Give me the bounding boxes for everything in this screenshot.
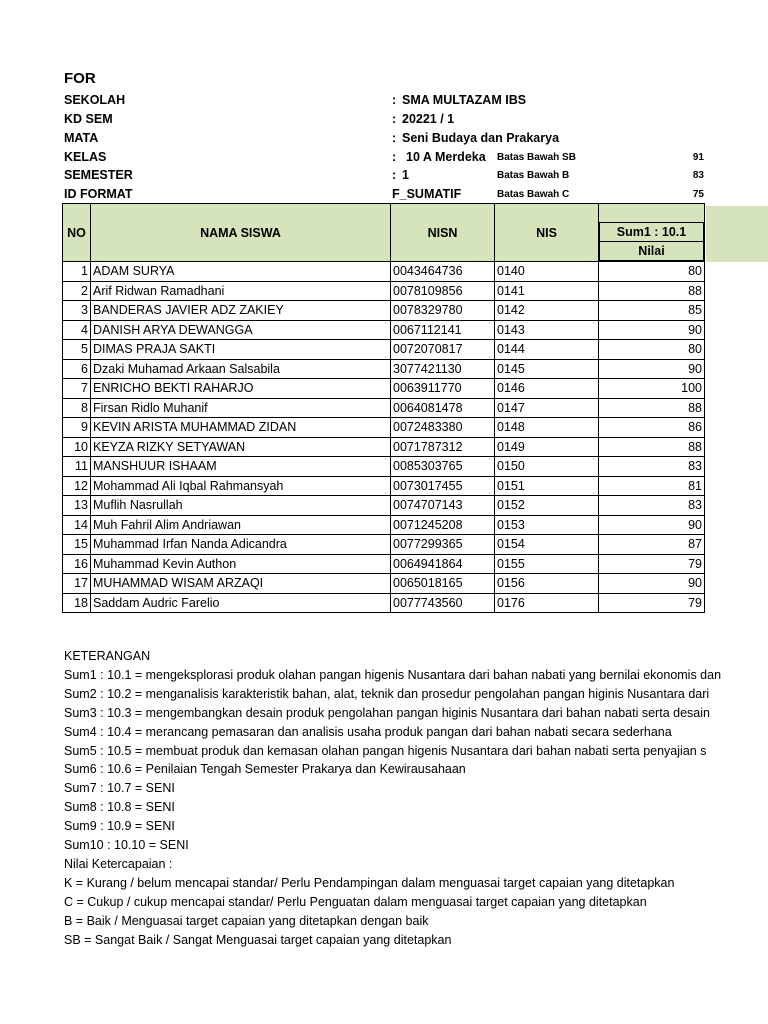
info-colon: :: [392, 112, 397, 126]
cell-nisn[interactable]: 0072483380: [391, 418, 495, 438]
cell-nilai[interactable]: 100: [599, 379, 705, 399]
cell-nilai[interactable]: 79: [599, 554, 705, 574]
table-row: [63, 496, 705, 516]
header-sum: [599, 204, 705, 262]
keterangan-line: Sum8 : 10.8 = SENI: [64, 800, 175, 815]
batas-label-c: Batas Bawah C: [497, 189, 570, 200]
cell-nisn[interactable]: 0064081478: [391, 398, 495, 418]
keterangan-line: Sum3 : 10.3 = mengembangkan desain produk pengolahan pangan higinis Nusantara dari bahan nabati serta desain: [64, 705, 710, 720]
cell-nis[interactable]: 0144: [495, 340, 599, 360]
cell-no[interactable]: 4: [63, 320, 91, 340]
cell-no[interactable]: 10: [63, 437, 91, 457]
cell-nilai[interactable]: 85: [599, 301, 705, 321]
keterangan-line: C = Cukup / cukup mencapai standar/ Perlu Penguatan dalam menguasai target capaian yang ditetapkan: [64, 894, 647, 909]
cell-nilai[interactable]: 80: [599, 340, 705, 360]
cell-nisn[interactable]: 0078329780: [391, 301, 495, 321]
cell-nisn[interactable]: 0072070817: [391, 340, 495, 360]
cell-nama[interactable]: Arif Ridwan Ramadhani: [91, 281, 391, 301]
info-label-kelas: KELAS: [64, 150, 107, 164]
cell-nama[interactable]: Muflih Nasrullah: [91, 496, 391, 516]
table-row: [63, 281, 705, 301]
keterangan-line: Sum9 : 10.9 = SENI: [64, 819, 175, 834]
header-extension: [706, 206, 768, 262]
page-title: FOR: [64, 70, 96, 87]
cell-nisn[interactable]: 0073017455: [391, 476, 495, 496]
cell-nisn[interactable]: 0077743560: [391, 593, 495, 613]
header-sum-label: Sum1 : 10.1: [599, 222, 704, 242]
table-row: [63, 457, 705, 477]
cell-no[interactable]: 8: [63, 398, 91, 418]
cell-nama[interactable]: MANSHUUR ISHAAM: [91, 457, 391, 477]
keterangan-line: Sum4 : 10.4 = merancang pemasaran dan analisis usaha produk pangan dari bahan nabati secara sederhana: [64, 724, 672, 739]
info-value-sekolah: SMA MULTAZAM IBS: [402, 93, 527, 107]
batas-value-b: 83: [692, 170, 704, 181]
cell-no[interactable]: 5: [63, 340, 91, 360]
info-value-semester: 1: [402, 168, 409, 182]
cell-nama[interactable]: Firsan Ridlo Muhanif: [91, 398, 391, 418]
cell-no[interactable]: 7: [63, 379, 91, 399]
cell-nisn[interactable]: 0074707143: [391, 496, 495, 516]
cell-nisn[interactable]: 3077421130: [391, 359, 495, 379]
cell-nis[interactable]: 0153: [495, 515, 599, 535]
cell-no[interactable]: 9: [63, 418, 91, 438]
info-colon: :: [392, 150, 397, 164]
table-row: [63, 301, 705, 321]
cell-nama[interactable]: DIMAS PRAJA SAKTI: [91, 340, 391, 360]
cell-nis[interactable]: 0140: [495, 262, 599, 282]
cell-nisn[interactable]: 0071787312: [391, 437, 495, 457]
table-row: [63, 262, 705, 282]
cell-nilai[interactable]: 90: [599, 574, 705, 594]
info-label-mapel: MATA: [64, 131, 99, 145]
cell-nis[interactable]: 0148: [495, 418, 599, 438]
keterangan-line: Nilai Ketercapaian :: [64, 856, 173, 871]
table-row: [63, 340, 705, 360]
cell-nama[interactable]: BANDERAS JAVIER ADZ ZAKIEY: [91, 301, 391, 321]
cell-nilai[interactable]: 90: [599, 359, 705, 379]
cell-no[interactable]: 3: [63, 301, 91, 321]
cell-nis[interactable]: 0143: [495, 320, 599, 340]
table-header-row: [63, 204, 705, 262]
cell-nilai[interactable]: 80: [599, 262, 705, 282]
header-nisn: NISN: [391, 204, 495, 262]
info-label-semester: SEMESTER: [64, 168, 133, 182]
cell-nisn[interactable]: 0078109856: [391, 281, 495, 301]
cell-nisn[interactable]: 0043464736: [391, 262, 495, 282]
cell-nilai[interactable]: 90: [599, 515, 705, 535]
table-row: [63, 437, 705, 457]
header-nilai-label: Nilai: [599, 242, 704, 261]
keterangan-line: K = Kurang / belum mencapai standar/ Perlu Pendampingan dalam menguasai target capaian yang ditetapkan: [64, 875, 675, 890]
cell-nilai[interactable]: 88: [599, 281, 705, 301]
header-no: NO: [63, 204, 91, 262]
cell-nilai[interactable]: 90: [599, 320, 705, 340]
table-row: [63, 320, 705, 340]
table-row: [63, 574, 705, 594]
cell-nisn[interactable]: 0071245208: [391, 515, 495, 535]
cell-nama[interactable]: ENRICHO BEKTI RAHARJO: [91, 379, 391, 399]
cell-nisn[interactable]: 0065018165: [391, 574, 495, 594]
cell-nisn[interactable]: 0064941864: [391, 554, 495, 574]
cell-no[interactable]: 17: [63, 574, 91, 594]
table-row: [63, 418, 705, 438]
table-row: [63, 535, 705, 555]
cell-nis[interactable]: 0145: [495, 359, 599, 379]
cell-nis[interactable]: 0149: [495, 437, 599, 457]
table-row: [63, 554, 705, 574]
cell-nis[interactable]: 0155: [495, 554, 599, 574]
cell-nilai[interactable]: 88: [599, 437, 705, 457]
header-nama: NAMA SISWA: [91, 204, 391, 262]
keterangan-heading: KETERANGAN: [64, 649, 151, 663]
cell-nilai[interactable]: 83: [599, 496, 705, 516]
cell-nis[interactable]: 0154: [495, 535, 599, 555]
header-nis: NIS: [495, 204, 599, 262]
cell-no[interactable]: 13: [63, 496, 91, 516]
cell-nama[interactable]: Saddam Audric Farelio: [91, 593, 391, 613]
cell-nis[interactable]: 0176: [495, 593, 599, 613]
info-colon: :: [392, 93, 397, 107]
cell-nilai[interactable]: 79: [599, 593, 705, 613]
cell-nis[interactable]: 0146: [495, 379, 599, 399]
batas-label-sb: Batas Bawah SB: [497, 152, 576, 163]
cell-nisn[interactable]: 0067112141: [391, 320, 495, 340]
keterangan-line: Sum10 : 10.10 = SENI: [64, 838, 189, 852]
batas-value-c: 75: [692, 189, 704, 200]
info-label-sekolah: SEKOLAH: [64, 93, 126, 107]
cell-nama[interactable]: KEYZA RIZKY SETYAWAN: [91, 437, 391, 457]
cell-nilai[interactable]: 87: [599, 535, 705, 555]
cell-nis[interactable]: 0151: [495, 476, 599, 496]
cell-no[interactable]: 15: [63, 535, 91, 555]
cell-nama[interactable]: ADAM SURYA: [91, 262, 391, 282]
info-value-id: F_SUMATIF: [392, 187, 462, 201]
table-row: [63, 359, 705, 379]
cell-no[interactable]: 11: [63, 457, 91, 477]
cell-no[interactable]: 1: [63, 262, 91, 282]
cell-nama[interactable]: Dzaki Muhamad Arkaan Salsabila: [91, 359, 391, 379]
table-row: [63, 515, 705, 535]
cell-no[interactable]: 14: [63, 515, 91, 535]
cell-no[interactable]: 6: [63, 359, 91, 379]
cell-nama[interactable]: Muhammad Kevin Authon: [91, 554, 391, 574]
cell-nisn[interactable]: 0085303765: [391, 457, 495, 477]
keterangan-line: B = Baik / Menguasai target capaian yang ditetapkan dengan baik: [64, 913, 429, 928]
cell-nama[interactable]: Muh Fahril Alim Andriawan: [91, 515, 391, 535]
keterangan-line: Sum6 : 10.6 = Penilaian Tengah Semester Prakarya dan Kewirausahaan: [64, 762, 466, 777]
info-colon: :: [392, 131, 397, 145]
info-label-id: ID FORMAT: [64, 187, 133, 201]
cell-nisn[interactable]: 0063911770: [391, 379, 495, 399]
cell-nisn[interactable]: 0077299365: [391, 535, 495, 555]
cell-nilai[interactable]: 81: [599, 476, 705, 496]
info-label-kd: KD SEM: [64, 112, 113, 126]
cell-nis[interactable]: 0150: [495, 457, 599, 477]
cell-nama[interactable]: KEVIN ARISTA MUHAMMAD ZIDAN: [91, 418, 391, 438]
info-value-mapel: Seni Budaya dan Prakarya: [402, 131, 560, 145]
keterangan-line: Sum1 : 10.1 = mengeksplorasi produk olahan pangan higenis Nusantara dari bahan nabati yang bernilai ekonomis dan: [64, 667, 722, 682]
cell-nilai[interactable]: 83: [599, 457, 705, 477]
cell-no[interactable]: 16: [63, 554, 91, 574]
nilai-table: [62, 203, 705, 613]
cell-nis[interactable]: 0156: [495, 574, 599, 594]
table-row: [63, 593, 705, 613]
cell-nilai[interactable]: 86: [599, 418, 705, 438]
batas-value-sb: 91: [692, 152, 704, 163]
cell-nama[interactable]: Muhammad Irfan Nanda Adicandra: [91, 535, 391, 555]
cell-nis[interactable]: 0142: [495, 301, 599, 321]
cell-nama[interactable]: MUHAMMAD WISAM ARZAQI: [91, 574, 391, 594]
cell-nama[interactable]: DANISH ARYA DEWANGGA: [91, 320, 391, 340]
cell-no[interactable]: 18: [63, 593, 91, 613]
keterangan-line: Sum7 : 10.7 = SENI: [64, 781, 175, 796]
cell-nilai[interactable]: 88: [599, 398, 705, 418]
keterangan-line: Sum5 : 10.5 = membuat produk dan kemasan olahan pangan higenis Nusantara dari bahan nabati serta penyajian s: [64, 743, 707, 758]
info-value-kelas: 10 A Merdeka: [406, 150, 486, 164]
cell-no[interactable]: 12: [63, 476, 91, 496]
cell-nis[interactable]: 0141: [495, 281, 599, 301]
keterangan-line: Sum2 : 10.2 = menganalisis karakteristik bahan, alat, teknik dan prosedur pengolahan pangan higinis Nusantara dari: [64, 686, 710, 701]
table-row: [63, 476, 705, 496]
table-row: [63, 398, 705, 418]
info-value-kd: 20221 / 1: [402, 112, 455, 126]
cell-no[interactable]: 2: [63, 281, 91, 301]
keterangan-line: SB = Sangat Baik / Sangat Menguasai target capaian yang ditetapkan: [64, 932, 452, 947]
batas-label-b: Batas Bawah B: [497, 170, 570, 181]
table-row: [63, 379, 705, 399]
cell-nis[interactable]: 0152: [495, 496, 599, 516]
cell-nis[interactable]: 0147: [495, 398, 599, 418]
cell-nama[interactable]: Mohammad Ali Iqbal Rahmansyah: [91, 476, 391, 496]
info-colon: :: [392, 168, 397, 182]
